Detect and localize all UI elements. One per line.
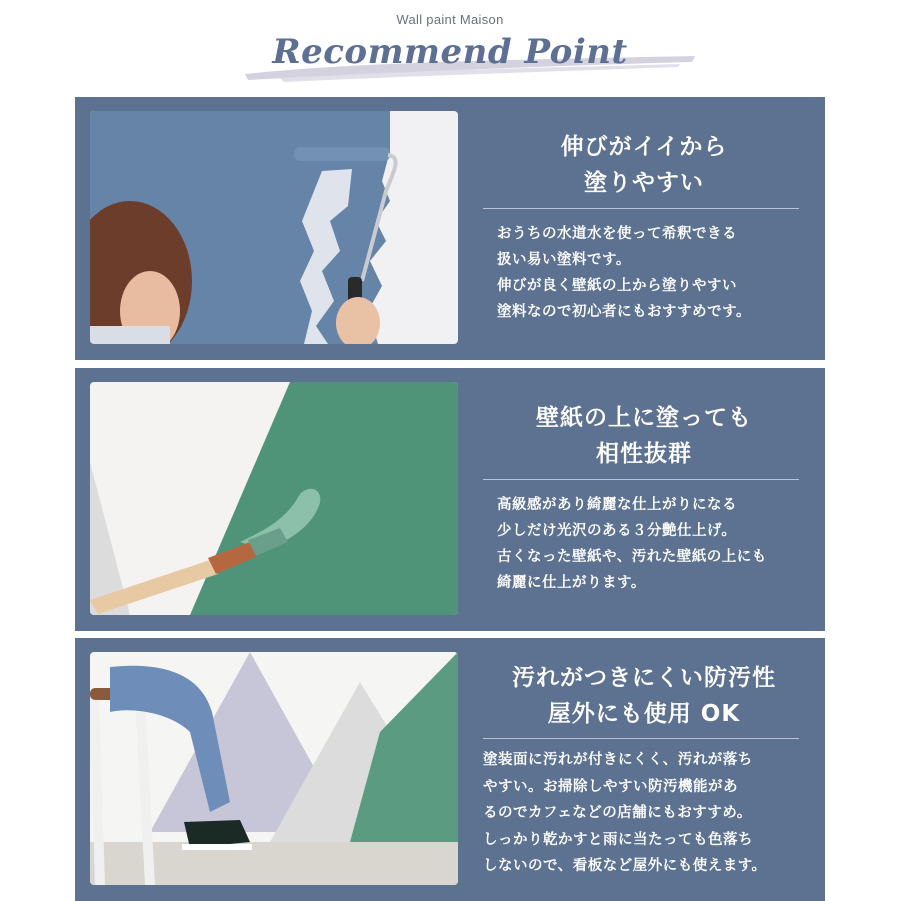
description-line: しないので、看板など屋外にも使えます。 bbox=[483, 858, 767, 874]
point-description-2 bbox=[497, 492, 807, 596]
description-line: 塗料なので初心者にもおすすめです。 bbox=[497, 304, 751, 320]
point-text-1 bbox=[483, 97, 805, 360]
point-text-3 bbox=[483, 638, 805, 901]
point-panel-3 bbox=[75, 638, 825, 901]
description-line: 綺麗に仕上がります。 bbox=[497, 575, 646, 591]
point-heading-2 bbox=[483, 400, 805, 472]
point-description-1 bbox=[497, 221, 807, 325]
heading-line: 伸びがイイから bbox=[560, 134, 728, 160]
description-line: やすい。お掃除しやすい防汚機能があ bbox=[483, 778, 738, 795]
point-panel-1 bbox=[75, 97, 825, 360]
photo-brush-painting bbox=[90, 382, 458, 615]
heading-line: 塗りやすい bbox=[584, 170, 704, 196]
heading-line: 壁紙の上に塗っても bbox=[536, 405, 752, 431]
point-heading-3 bbox=[483, 660, 805, 732]
point-panel-2 bbox=[75, 368, 825, 631]
description-line: しっかり乾かすと雨に当たっても色落ち bbox=[483, 831, 753, 848]
brand-name: Wall paint Maison bbox=[396, 12, 504, 27]
description-line: 扱い易い塗料です。 bbox=[497, 252, 631, 268]
description-line: 伸びが良く壁紙の上から塗りやすい bbox=[497, 278, 737, 294]
point-description-3 bbox=[483, 747, 793, 880]
brush-painting-image bbox=[90, 382, 458, 615]
heading-line: 相性抜群 bbox=[596, 441, 692, 467]
point-heading-1 bbox=[483, 129, 805, 201]
description-line: おうちの水道水を使って希釈できる bbox=[497, 226, 737, 242]
mountain-wall-image bbox=[90, 652, 458, 885]
point-text-2 bbox=[483, 368, 805, 631]
divider-line bbox=[483, 208, 799, 209]
divider-line bbox=[483, 479, 799, 480]
photo-roller-painting bbox=[90, 111, 458, 344]
page-title: Recommend Point bbox=[272, 32, 628, 72]
description-line: 古くなった壁紙や、汚れた壁紙の上にも bbox=[497, 549, 767, 565]
description-line: 高級感があり綺麗な仕上がりになる bbox=[497, 497, 737, 513]
divider-line bbox=[483, 738, 799, 739]
roller-painting-image bbox=[90, 111, 458, 344]
description-line: 塗装面に汚れが付きにくく、汚れが落ち bbox=[483, 752, 753, 768]
description-line: るのでカフェなどの店舗にもおすすめ。 bbox=[483, 805, 752, 821]
heading-line: 汚れがつきにくい防汚性 bbox=[512, 665, 776, 691]
description-line: 少しだけ光沢のある３分艶仕上げ。 bbox=[497, 523, 737, 539]
heading-line: 屋外にも使用 OK bbox=[547, 701, 741, 727]
page-header bbox=[0, 0, 900, 96]
photo-mountain-wall bbox=[90, 652, 458, 885]
